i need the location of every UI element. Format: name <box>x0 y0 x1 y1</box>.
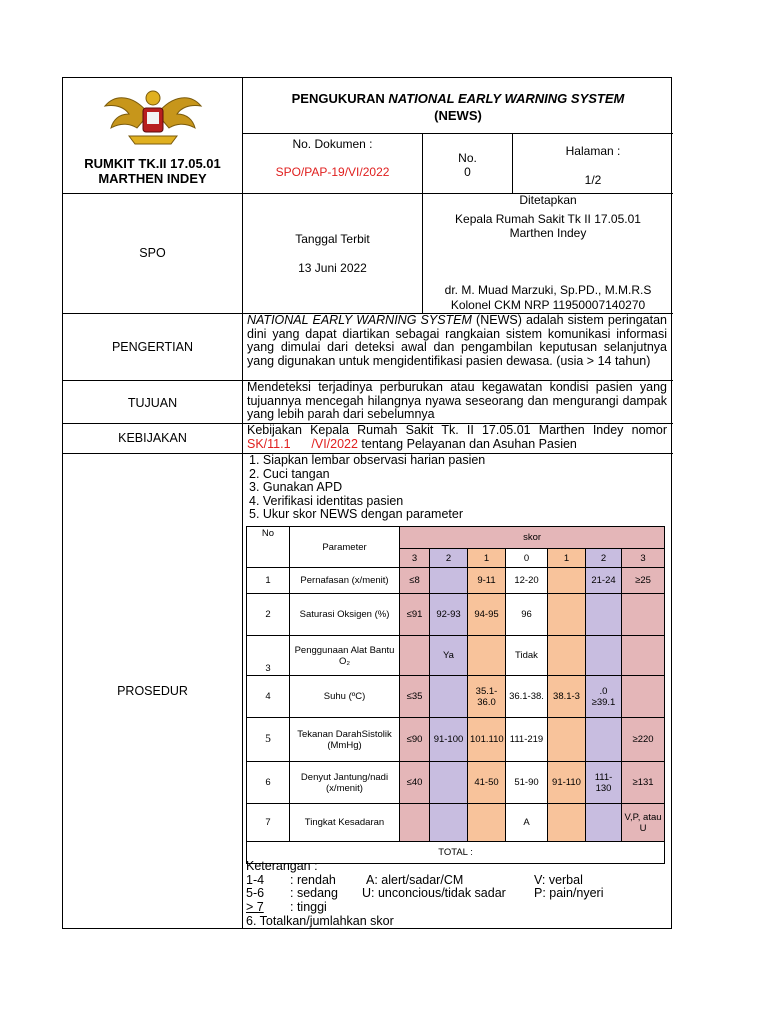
score-cell: 101.110 <box>468 718 506 762</box>
revision-value: 0 <box>464 165 471 179</box>
news-row <box>247 804 665 842</box>
score-cell: ≤40 <box>400 762 430 804</box>
news-row <box>247 676 665 718</box>
score-cell: Ya <box>430 636 468 676</box>
score-cell: 92-93 <box>430 594 468 636</box>
score-cell: 12-20 <box>506 568 548 594</box>
purpose-text: Mendeteksi terjadinya perburukan atau kegawatan kondisi pasien yang tujuannya mencegah hilangnya nyawa seseorang dan mengurangi dampak yang lebih parah dari sebelumnya <box>247 380 667 421</box>
score-cell <box>468 804 506 842</box>
revision-label: No. <box>458 151 477 165</box>
col-score-header: skor <box>400 527 665 549</box>
page-label: Halaman : <box>565 144 621 158</box>
score-header: 3 <box>622 549 665 568</box>
row-parameter: Denyut Jantung/nadi (x/menit) <box>290 762 400 804</box>
score-header: 2 <box>430 549 468 568</box>
score-cell: ≥220 <box>622 718 665 762</box>
document-title: PENGUKURAN NATIONAL EARLY WARNING SYSTEM (NEWS) <box>291 91 625 123</box>
score-cell: 91-110 <box>548 762 586 804</box>
hospital-cell <box>63 78 242 193</box>
legend-line: > 7 : tinggi <box>246 899 327 914</box>
score-cell: 91-100 <box>430 718 468 762</box>
row-parameter: Pernafasan (x/menit) <box>290 568 400 594</box>
score-cell: 35.1-36.0 <box>468 676 506 718</box>
procedure-step: 5. Ukur skor NEWS dengan parameter <box>249 507 463 521</box>
score-cell <box>548 594 586 636</box>
procedure-step: 3. Gunakan APD <box>249 480 343 494</box>
approver-name: dr. M. Muad Marzuki, Sp.PD., M.M.R.S Kolonel CKM NRP 11950007140270 <box>444 283 652 312</box>
row-number: 5 <box>247 718 290 762</box>
score-cell: ≤35 <box>400 676 430 718</box>
news-score-table <box>246 526 665 864</box>
score-cell: 111-130 <box>586 762 622 804</box>
score-cell <box>468 636 506 676</box>
score-cell <box>622 636 665 676</box>
news-row <box>247 762 665 804</box>
score-cell: Tidak <box>506 636 548 676</box>
score-cell <box>548 636 586 676</box>
definition-label: PENGERTIAN <box>111 340 194 354</box>
score-cell: ≤91 <box>400 594 430 636</box>
score-cell: ≥25 <box>622 568 665 594</box>
score-header: 2 <box>586 549 622 568</box>
score-header: 1 <box>548 549 586 568</box>
procedure-step: 2. Cuci tangan <box>249 466 330 481</box>
news-row <box>247 718 665 762</box>
procedure-step: 1. Siapkan lembar observasi harian pasien <box>249 453 486 467</box>
score-cell: ≥131 <box>622 762 665 804</box>
score-cell <box>430 804 468 842</box>
news-row <box>247 568 665 594</box>
score-cell <box>430 762 468 804</box>
hospital-emblem-icon <box>103 84 203 150</box>
row-parameter: Tekanan DarahSistolik (MmHg) <box>290 718 400 762</box>
score-cell: 51-90 <box>506 762 548 804</box>
score-cell <box>586 594 622 636</box>
news-row <box>247 594 665 636</box>
col-parameter-header: Parameter <box>290 527 400 568</box>
row-number: 2 <box>247 594 290 636</box>
score-cell <box>400 804 430 842</box>
score-cell: V,P, atau U <box>622 804 665 842</box>
score-cell: 41-50 <box>468 762 506 804</box>
score-cell: A <box>506 804 548 842</box>
score-cell: 38.1-3 <box>548 676 586 718</box>
row-number: 4 <box>247 676 290 718</box>
document-number-label: No. Dokumen : <box>292 137 373 151</box>
news-row <box>247 636 665 676</box>
procedure-step: 6. Totalkan/jumlahkan skor <box>246 914 394 928</box>
score-cell: 94-95 <box>468 594 506 636</box>
score-header: 3 <box>400 549 430 568</box>
row-parameter: Penggunaan Alat Bantu O₂ <box>290 636 400 676</box>
row-number: 3 <box>247 636 290 676</box>
score-cell <box>548 718 586 762</box>
score-cell <box>430 568 468 594</box>
row-number: 6 <box>247 762 290 804</box>
row-parameter: Saturasi Oksigen (%) <box>290 594 400 636</box>
spo-label: SPO <box>139 246 166 260</box>
legend-line: 5-6 : sedang U: unconcious/tidak sadar P: pain/nyeri <box>246 886 604 900</box>
score-cell <box>622 676 665 718</box>
legend-title: Keterangan : <box>246 859 318 873</box>
score-cell <box>622 594 665 636</box>
doc-frame <box>62 77 672 929</box>
procedure-step: 4. Verifikasi identitas pasien <box>249 493 404 508</box>
policy-label: KEBIJAKAN <box>118 431 187 445</box>
page-value: 1/2 <box>584 173 602 187</box>
definition-text: NATIONAL EARLY WARNING SYSTEM (NEWS) adalah sistem peringatan dini yang dapat diartikan sebagai rangkaian sistem komunikasi informasi yang dimulai dari deteksi awal dan pengambilan keputusan selanjutnya yang digunakan untuk mengidentifikasi pasien dewasa. (usia > 14 tahun) <box>247 313 667 368</box>
purpose-label: TUJUAN <box>127 396 178 410</box>
score-cell: .0 ≥39.1 <box>586 676 622 718</box>
hospital-name-line2: MARTHEN INDEY <box>98 171 207 186</box>
score-cell <box>548 804 586 842</box>
score-cell: 21-24 <box>586 568 622 594</box>
score-cell: 96 <box>506 594 548 636</box>
score-cell <box>586 718 622 762</box>
issue-date-label: Tanggal Terbit <box>295 232 370 246</box>
policy-text: Kebijakan Kepala Rumah Sakit Tk. II 17.05.01 Marthen Indey nomor SK/11.1 /VI/2022 tentang Pelayanan dan Asuhan Pasien <box>247 423 667 451</box>
score-cell: 36.1-38. <box>506 676 548 718</box>
legend-line: 1-4 : rendah A: alert/sadar/CM V: verbal <box>246 872 583 887</box>
score-cell <box>586 804 622 842</box>
row-parameter: Suhu (ºC) <box>290 676 400 718</box>
approved-label: Ditetapkan <box>519 193 577 207</box>
score-cell: ≤8 <box>400 568 430 594</box>
legend <box>246 860 666 929</box>
row-number: 1 <box>247 568 290 594</box>
score-cell <box>400 636 430 676</box>
approver-position: Kepala Rumah Sakit Tk II 17.05.01 Marthen Indey <box>455 212 641 240</box>
procedure-label: PROSEDUR <box>117 684 188 698</box>
row-parameter: Tingkat Kesadaran <box>290 804 400 842</box>
score-cell: 111-219 <box>506 718 548 762</box>
score-cell <box>548 568 586 594</box>
col-no-header: No <box>247 527 290 568</box>
score-cell <box>430 676 468 718</box>
score-cell: ≤90 <box>400 718 430 762</box>
hospital-name-line1: RUMKIT TK.II 17.05.01 <box>84 156 221 171</box>
score-cell <box>586 636 622 676</box>
score-cell: 9-11 <box>468 568 506 594</box>
total-row: TOTAL : <box>247 842 665 864</box>
score-header: 0 <box>506 549 548 568</box>
document-number-value: SPO/PAP-19/VI/2022 <box>275 165 390 179</box>
score-header: 1 <box>468 549 506 568</box>
issue-date-value: 13 Juni 2022 <box>298 261 367 275</box>
row-number: 7 <box>247 804 290 842</box>
procedure-steps <box>249 454 669 522</box>
